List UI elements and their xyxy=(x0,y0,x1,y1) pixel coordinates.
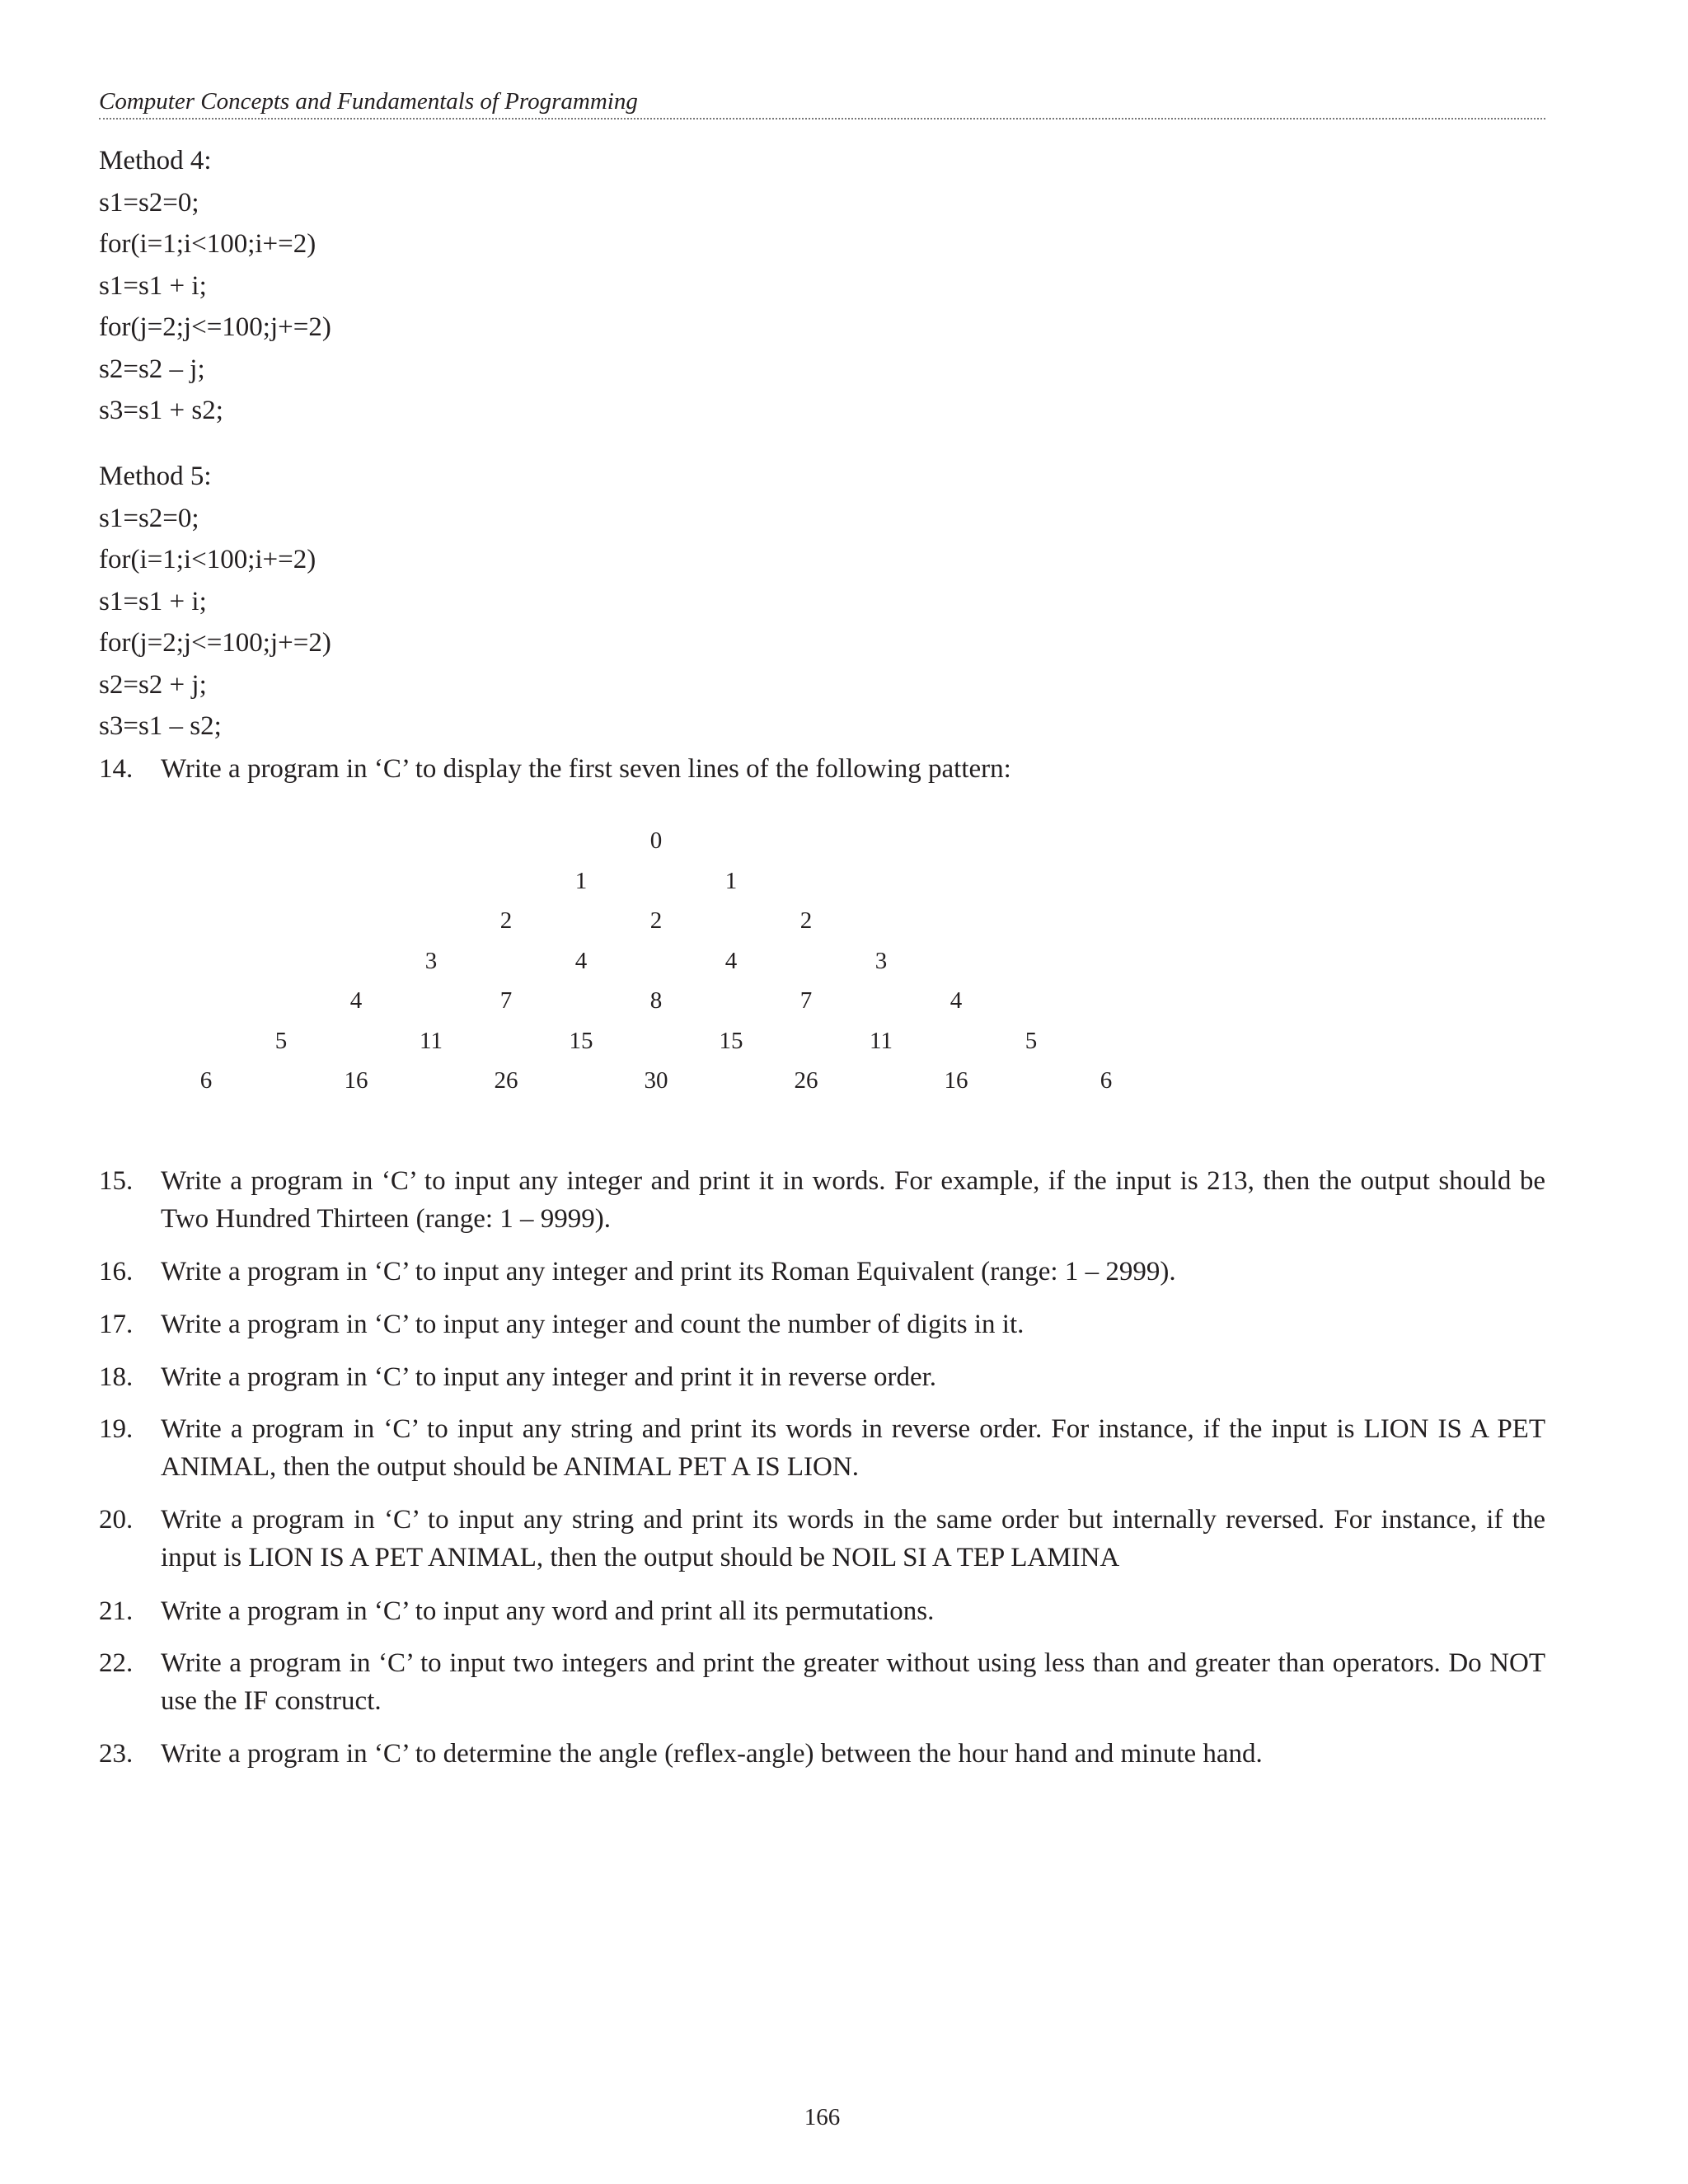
question-text: Write a program in ‘C’ to input any integer and print it in words. For example, if the input is 213, then the output should be Two Hundred Thirteen (range: 1 – 9999). xyxy=(161,1166,1545,1234)
running-header: Computer Concepts and Fundamentals of Programming xyxy=(99,85,1545,120)
code-line: for(i=1;i<100;i+=2) xyxy=(99,229,316,259)
pattern-number: 30 xyxy=(644,1067,668,1094)
pattern-number: 4 xyxy=(724,947,738,974)
question-number: 22. xyxy=(99,1648,134,1678)
pattern-number: 16 xyxy=(944,1067,968,1094)
question-number: 21. xyxy=(99,1596,134,1626)
code-line: for(i=1;i<100;i+=2) xyxy=(99,545,316,574)
pattern-number: 26 xyxy=(494,1067,518,1094)
question-23 xyxy=(99,1735,1545,1773)
pattern-number: 4 xyxy=(950,987,963,1014)
pattern-number: 6 xyxy=(199,1067,213,1094)
question-14 xyxy=(99,750,1545,788)
pattern-number: 11 xyxy=(870,1027,893,1054)
pattern-number: 4 xyxy=(349,987,363,1014)
question-text: Write a program in ‘C’ to display the first seven lines of the following pattern: xyxy=(161,754,1011,784)
pattern-number: 8 xyxy=(649,987,663,1014)
method-4-title: Method 4: xyxy=(99,146,212,176)
method-4-block xyxy=(99,140,841,432)
question-17 xyxy=(99,1305,1545,1343)
pattern-number: 7 xyxy=(499,987,513,1014)
question-text: Write a program in ‘C’ to input any string and print its words in the same order but internally reversed. For instance, if the input is LION IS A PET ANIMAL, then the output should be NOIL SI A TEP LAMINA xyxy=(161,1505,1545,1572)
pattern-number: 2 xyxy=(499,907,513,934)
pattern-number: 1 xyxy=(724,867,738,894)
question-18 xyxy=(99,1358,1545,1396)
code-line: for(j=2;j<=100;j+=2) xyxy=(99,628,331,658)
pattern-number: 0 xyxy=(649,827,663,854)
pattern-number: 6 xyxy=(1100,1067,1113,1094)
question-number: 14. xyxy=(99,754,134,784)
code-line: s2=s2 + j; xyxy=(99,669,207,700)
question-number: 16. xyxy=(99,1257,134,1286)
pattern-number: 26 xyxy=(794,1067,818,1094)
question-text: Write a program in ‘C’ to input any integer and print it in reverse order. xyxy=(161,1362,937,1392)
pattern-number: 3 xyxy=(424,947,438,974)
question-text: Write a program in ‘C’ to input any integer and count the number of digits in it. xyxy=(161,1310,1025,1339)
method-5-block xyxy=(99,456,841,748)
pattern-number: 16 xyxy=(344,1067,368,1094)
question-16 xyxy=(99,1253,1545,1291)
code-line: s3=s1 – s2; xyxy=(99,711,222,741)
code-line: s3=s1 + s2; xyxy=(99,396,223,425)
pattern-number: 7 xyxy=(799,987,813,1014)
pattern-number: 11 xyxy=(420,1027,443,1054)
question-number: 19. xyxy=(99,1414,134,1444)
code-line: s1=s2=0; xyxy=(99,503,199,533)
pattern-number: 1 xyxy=(574,867,588,894)
question-22 xyxy=(99,1644,1545,1720)
pattern-number: 3 xyxy=(874,947,888,974)
question-15 xyxy=(99,1162,1545,1238)
question-number: 23. xyxy=(99,1739,134,1769)
pattern-number: 4 xyxy=(574,947,588,974)
question-text: Write a program in ‘C’ to input two integers and print the greater without using less than and greater than operators. Do NOT use the IF construct. xyxy=(161,1648,1545,1716)
question-number: 18. xyxy=(99,1362,134,1392)
code-line: s1=s1 + i; xyxy=(99,586,207,616)
method-5-title: Method 5: xyxy=(99,462,212,491)
pattern-number: 2 xyxy=(799,907,813,934)
question-text: Write a program in ‘C’ to input any string and print its words in reverse order. For instance, if the input is LION IS A PET ANIMAL, then the output should be ANIMAL PET A IS LION. xyxy=(161,1414,1545,1482)
question-number: 17. xyxy=(99,1310,134,1339)
question-20 xyxy=(99,1501,1545,1577)
page xyxy=(99,0,1545,2184)
code-line: s1=s1 + i; xyxy=(99,270,207,301)
question-text: Write a program in ‘C’ to input any integer and print its Roman Equivalent (range: 1 – 2999). xyxy=(161,1257,1176,1286)
question-number: 20. xyxy=(99,1505,134,1535)
page-number: 166 xyxy=(804,2104,841,2130)
pattern-number: 2 xyxy=(649,907,663,934)
question-text: Write a program in ‘C’ to input any word and print all its permutations. xyxy=(161,1596,935,1626)
code-line: s1=s2=0; xyxy=(99,187,199,218)
question-19 xyxy=(99,1410,1545,1486)
pattern-number: 5 xyxy=(1025,1027,1038,1054)
pattern-number: 15 xyxy=(719,1027,743,1054)
pattern-number: 15 xyxy=(569,1027,593,1054)
question-number: 15. xyxy=(99,1166,134,1196)
question-text: Write a program in ‘C’ to determine the angle (reflex-angle) between the hour hand and minute hand. xyxy=(161,1739,1263,1769)
pattern-number: 5 xyxy=(274,1027,288,1054)
code-line: for(j=2;j<=100;j+=2) xyxy=(99,312,331,342)
code-line: s2=s2 – j; xyxy=(99,354,205,384)
question-21 xyxy=(99,1592,1545,1630)
